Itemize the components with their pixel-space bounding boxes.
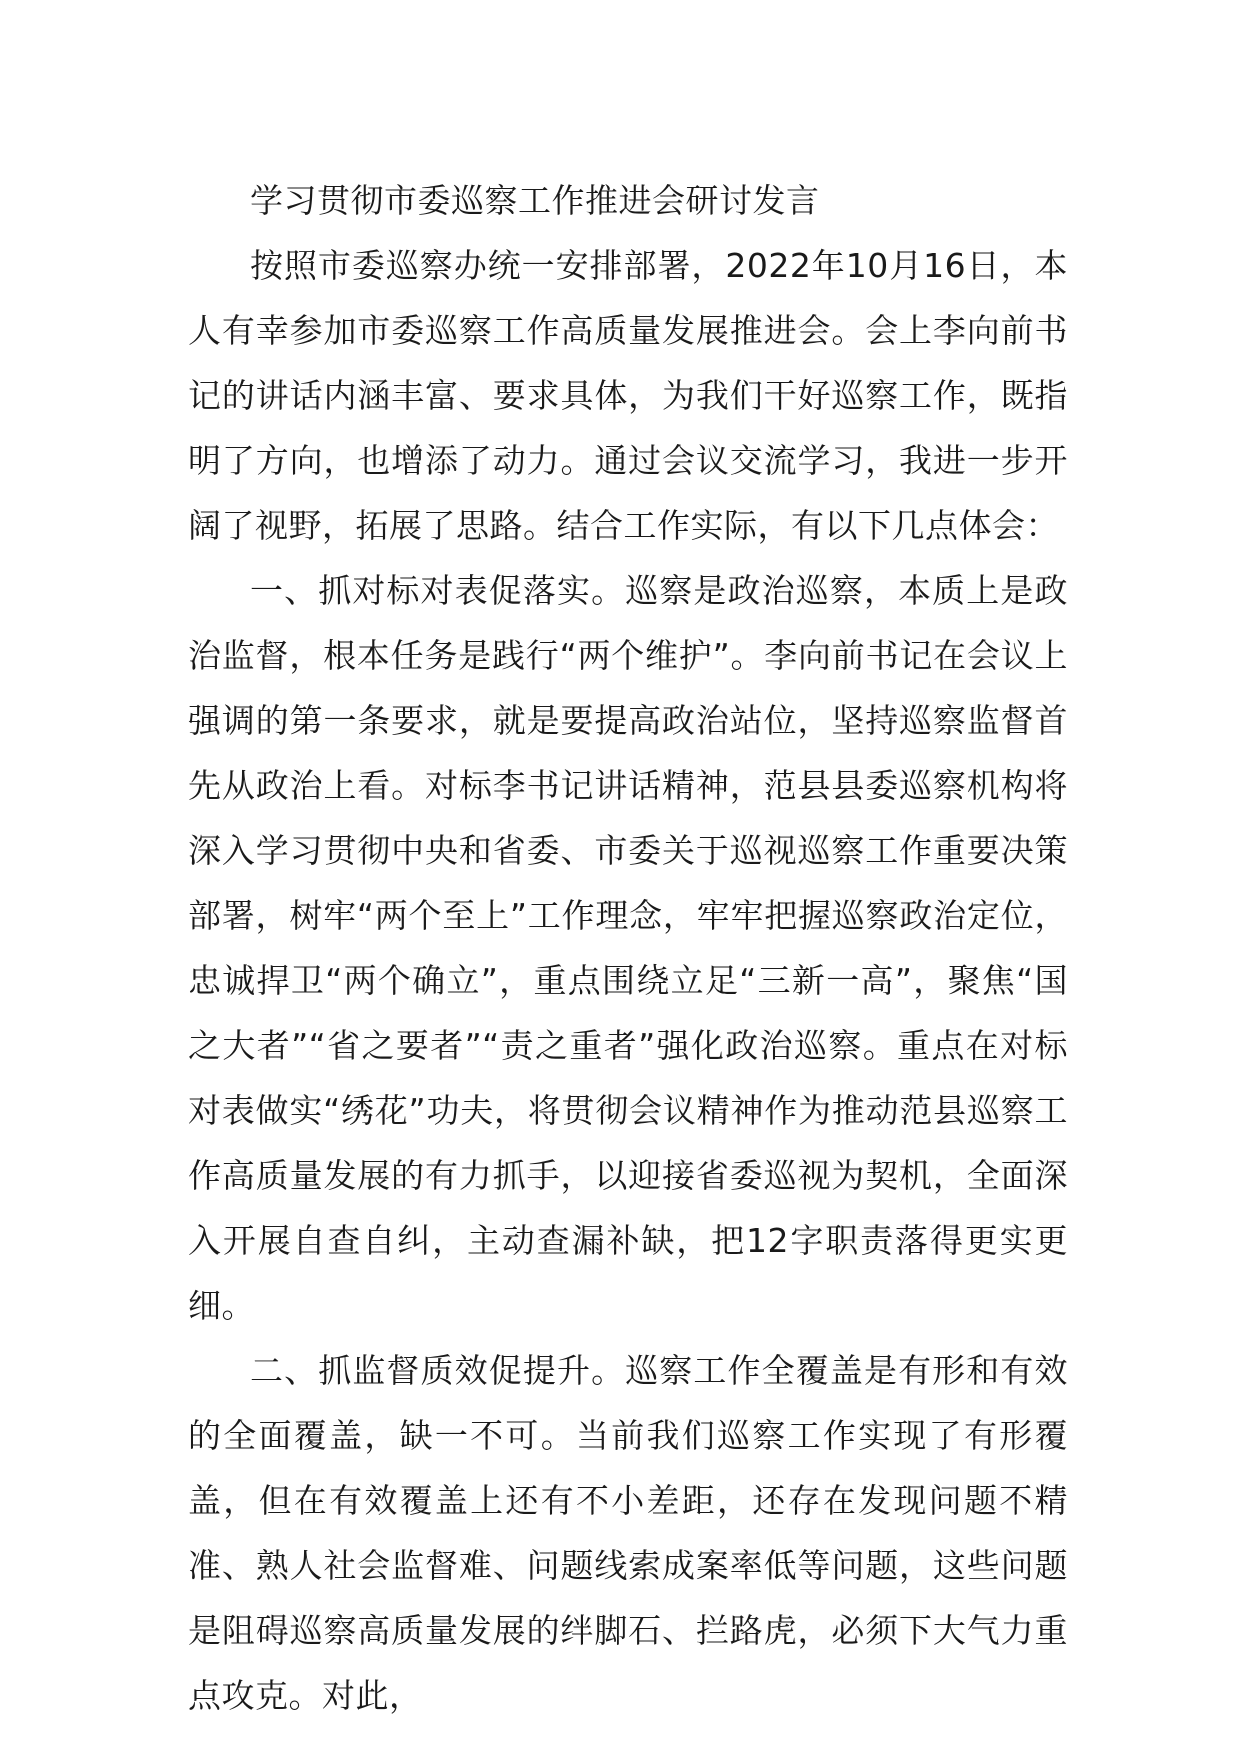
document-title: 学习贯彻市委巡察工作推进会研讨发言 (250, 181, 820, 220)
paragraph-intro: 按照市委巡察办统一安排部署，2022年10月16日，本人有幸参加市委巡察工作高质量发展推进会。会上李向前书记的讲话内涵丰富、要求具体，为我们干好巡察工作，既指明了方向，也增添了动力。通过会议交流学习，我进一步开阔了视野，拓展了思路。结合工作实际，有以下几点体会： (188, 246, 1068, 545)
paragraph-section-one: 一、抓对标对表促落实。巡察是政治巡察，本质上是政治监督，根本任务是践行“两个维护”。李向前书记在会议上强调的第一条要求，就是要提高政治站位，坚持巡察监督首先从政治上看。对标李书记讲话精神，范县县委巡察机构将深入学习贯彻中央和省委、市委关于巡视巡察工作重要决策部署，树牢“两个至上”工作理念，牢牢把握巡察政治定位，忠诚捍卫“两个确立”，重点围绕立足“三新一高”，聚焦“国之大者”“省之要者”“责之重者”强化政治巡察。重点在对标对表做实“绣花”功夫，将贯彻会议精神作为推动范县巡察工作高质量发展的有力抓手，以迎接省委巡视为契机，全面深入开展自查自纠，主动查漏补缺，把12字职责落得更实更细。 (188, 571, 1068, 1325)
paragraph-section-two: 二、抓监督质效促提升。巡察工作全覆盖是有形和有效的全面覆盖，缺一不可。当前我们巡察工作实现了有形覆盖，但在有效覆盖上还有不小差距，还存在发现问题不精准、熟人社会监督难、问题线索成案率低等问题，这些问题是阻碍巡察高质量发展的绊脚石、拦路虎，必须下大气力重点攻克。对此， (188, 1351, 1068, 1715)
document-body (188, 168, 1068, 1728)
